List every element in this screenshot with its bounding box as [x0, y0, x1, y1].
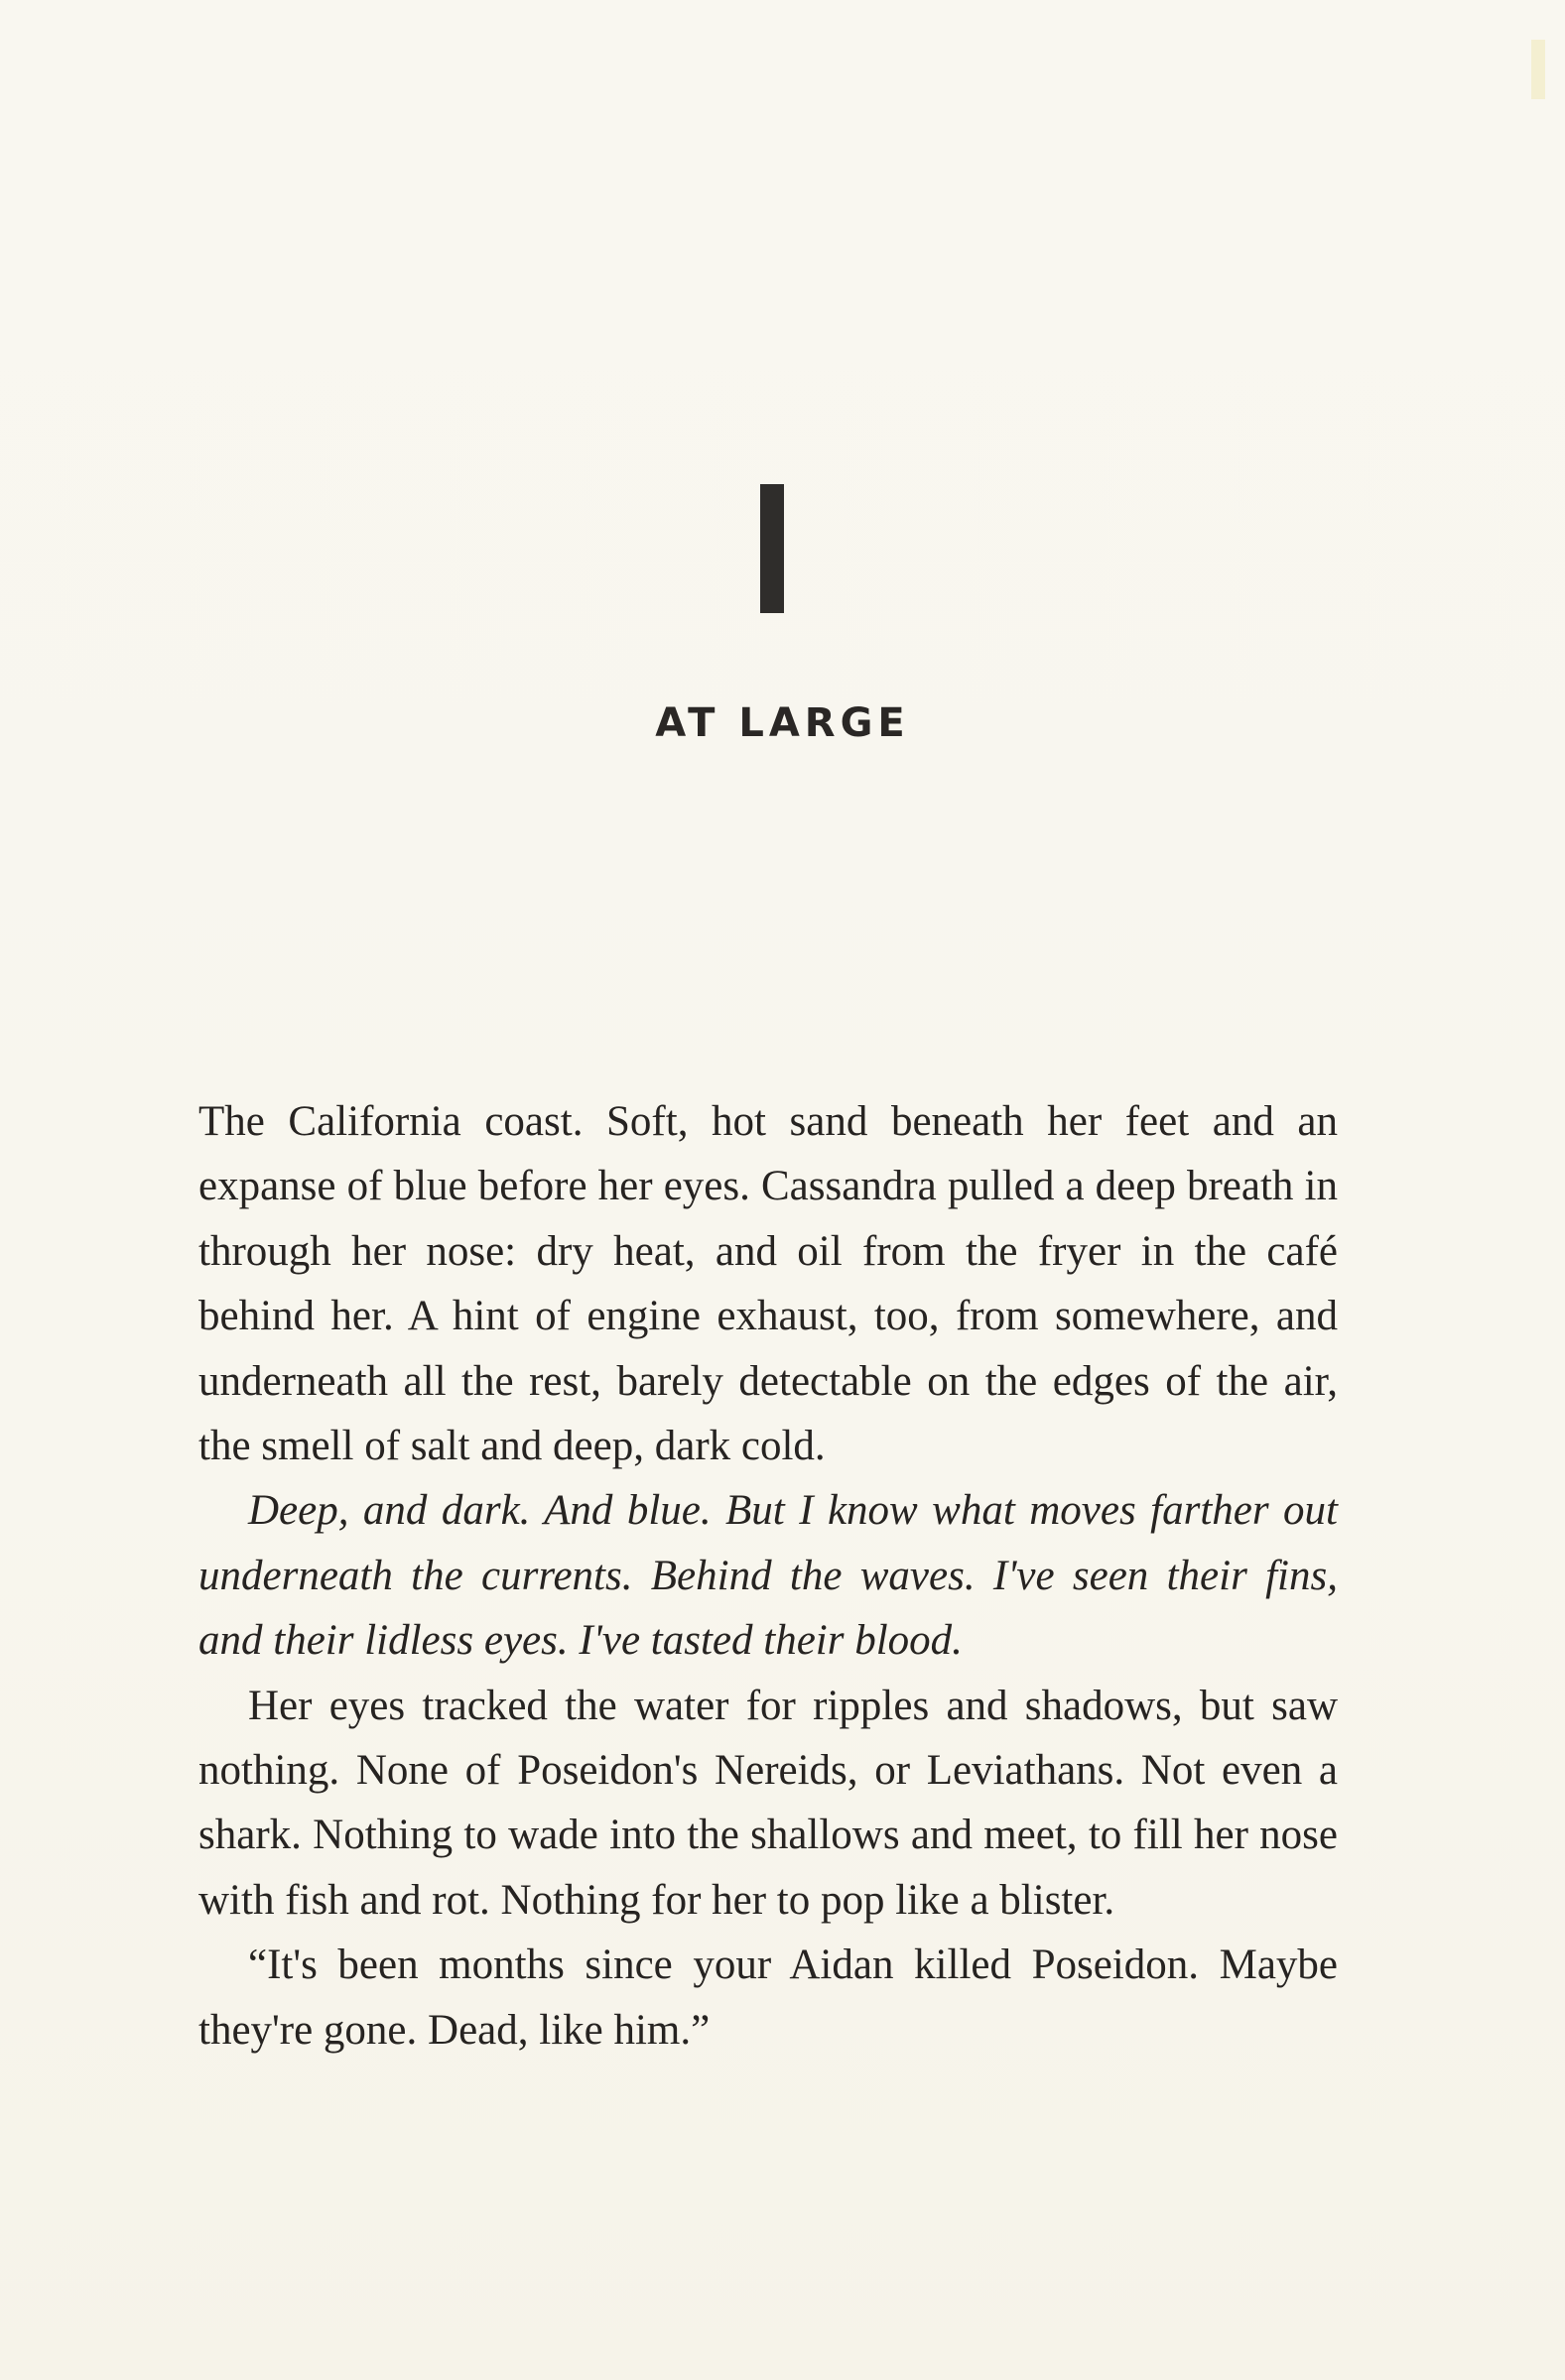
paragraph-1: The California coast. Soft, hot sand beneath her feet and an expanse of blue before her eyes. Cassandra pulled a deep breath in through her nose: dry heat, and oil from the fryer in the café behind her. A hint of engine exhaust, too, from somewhere, and underneath all the rest, barely detectable on the edges of the air, the smell of salt and deep, dark cold.: [198, 1098, 1338, 1470]
paragraph-3: Her eyes tracked the water for ripples and shadows, but saw nothing. None of Poseidon's Nereids, or Leviathans. Not even a shark. Nothing to wade into the shallows and meet, to fill her nose with fish and rot. Nothing for her to pop like a blister.: [198, 1682, 1338, 1924]
paragraph-2: Deep, and dark. And blue. But I know what moves farther out underneath the currents. Behind the waves. I've seen their fins, and their lidless eyes. I've tasted their blood.: [198, 1487, 1338, 1665]
page-edge-mark: [1531, 40, 1545, 99]
part-title: AT LARGE: [655, 700, 910, 746]
paragraph-4: “It's been months since your Aidan killed Poseidon. Maybe they're gone. Dead, like him.”: [198, 1942, 1338, 2054]
part-numeral: [760, 484, 784, 613]
body-text: [198, 1089, 1338, 2063]
